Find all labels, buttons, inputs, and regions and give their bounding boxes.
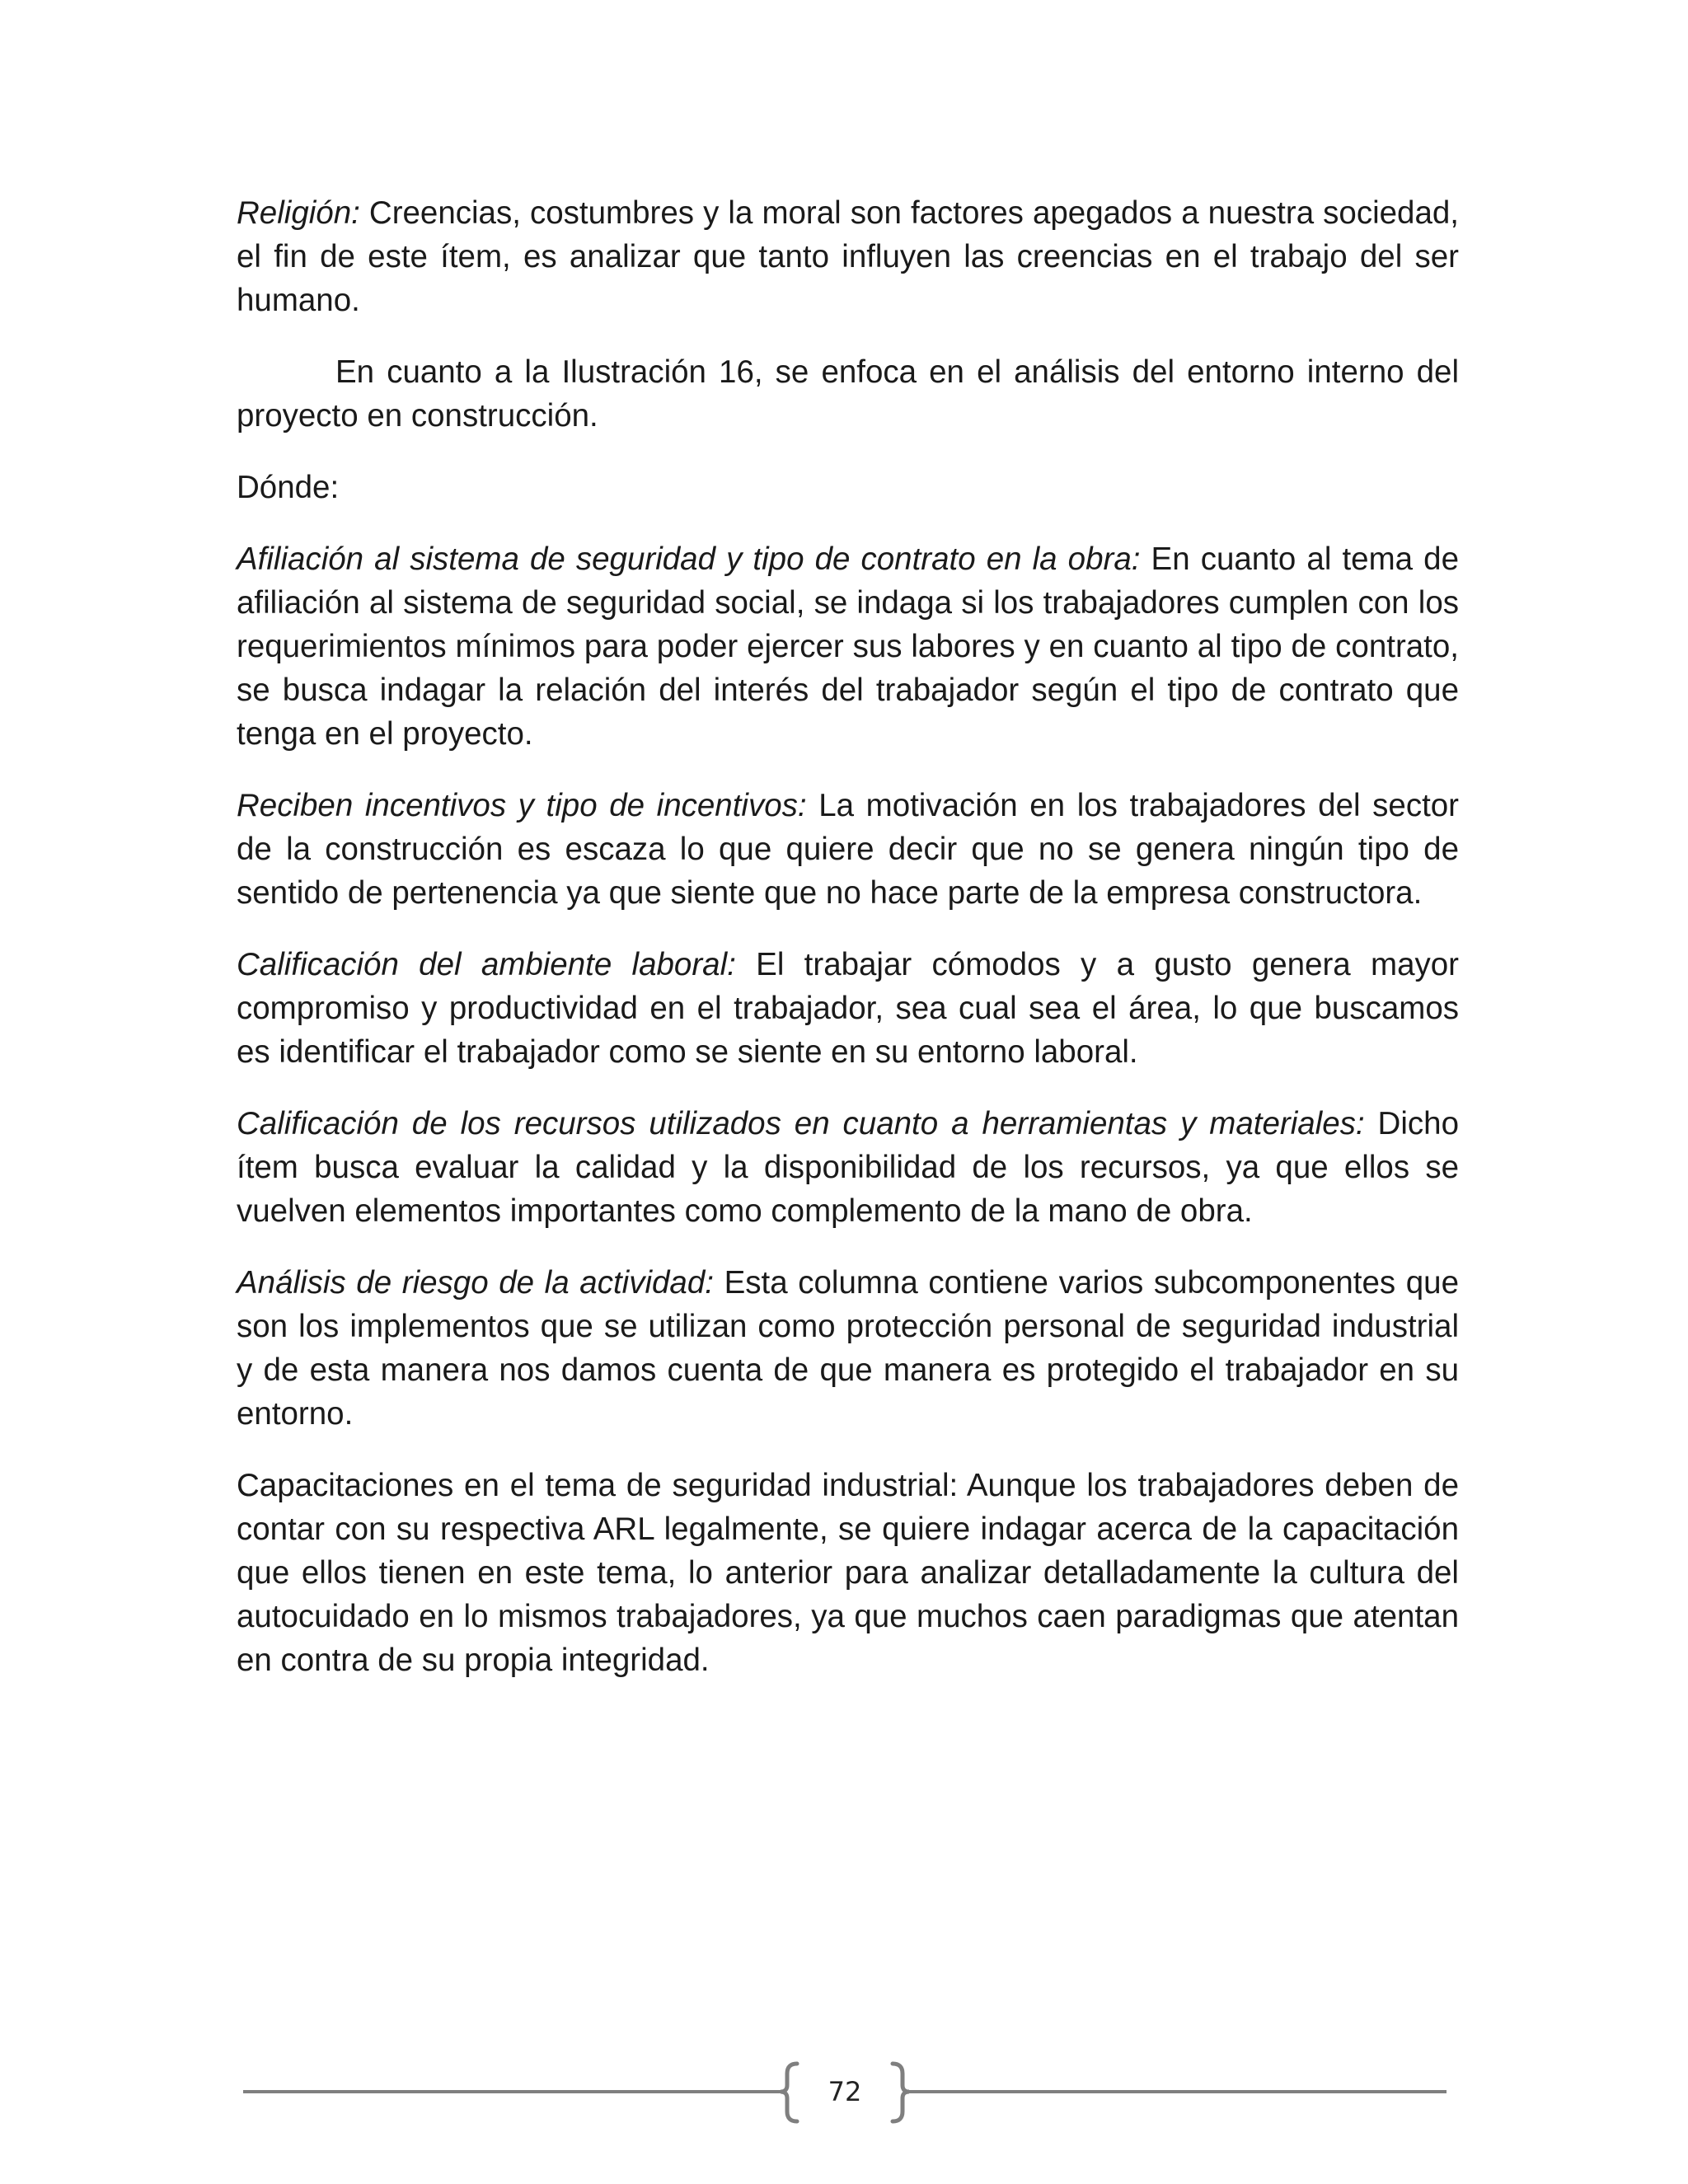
paragraph-donde (237, 466, 1459, 509)
paragraph-afiliacion (237, 537, 1459, 756)
paragraph-lead: Reciben incentivos y tipo de incentivos: (237, 788, 807, 823)
paragraph-lead: Afiliación al sistema de seguridad y tipo de contrato en la obra: (237, 541, 1141, 577)
paragraph-incentivos (237, 784, 1459, 915)
paragraph-lead: Calificación de los recursos utilizados en cuanto a herramientas y materiales: (237, 1106, 1365, 1141)
paragraph-lead: Calificación del ambiente laboral: (237, 947, 736, 982)
paragraph-text: La motivación en los trabajadores del sector de la construcción es escaza lo que quiere decir que no se genera ningún tipo de sentido de pertenencia ya que siente que no hace parte de la empresa constructora. (237, 788, 1459, 911)
paragraph-lead: Religión: (237, 195, 360, 231)
body-text (237, 191, 1459, 1710)
paragraph-riesgo (237, 1261, 1459, 1436)
page-number: 72 (828, 2076, 862, 2107)
paragraph-recursos (237, 1102, 1459, 1233)
paragraph-text: En cuanto a la Ilustración 16, se enfoca en el análisis del entorno interno del proyecto en construcción. (237, 354, 1459, 434)
paragraph-ilustracion (237, 350, 1459, 438)
left-brace-icon (781, 2064, 797, 2121)
page-footer (243, 2060, 1447, 2126)
paragraph-text: Esta columna contiene varios subcomponentes que son los implementos que se utilizan como protección personal de seguridad industrial y de esta manera nos damos cuenta de que manera es protegido el trabajador en su entorno. (237, 1265, 1459, 1432)
paragraph-text: El trabajar cómodos y a gusto genera mayor compromiso y productividad en el trabajador, sea cual sea el área, lo que buscamos es identificar el trabajador como se siente en su entorno laboral. (237, 947, 1459, 1070)
right-brace-icon (893, 2064, 909, 2121)
paragraph-text: Creencias, costumbres y la moral son factores apegados a nuestra sociedad, el fin de este ítem, es analizar que tanto influyen las creencias en el trabajo del ser humano. (237, 195, 1459, 318)
paragraph-ambiente-laboral (237, 943, 1459, 1074)
paragraph-religion (237, 191, 1459, 322)
paragraph-capacitaciones (237, 1464, 1459, 1682)
paragraph-text: Dicho ítem busca evaluar la calidad y la disponibilidad de los recursos, ya que ellos se vuelven elementos importantes como complemento de la mano de obra. (237, 1106, 1459, 1229)
paragraph-text: En cuanto al tema de afiliación al sistema de seguridad social, se indaga si los trabajadores cumplen con los requerimientos mínimos para poder ejercer sus labores y en cuanto al tipo de contrato, se busca indagar la relación del interés del trabajador según el tipo de contrato que tenga en el proyecto. (237, 541, 1459, 752)
paragraph-lead: Análisis de riesgo de la actividad: (237, 1265, 714, 1301)
paragraph-text: Capacitaciones en el tema de seguridad industrial: Aunque los trabajadores deben de contar con su respectiva ARL legalmente, se quiere indagar acerca de la capacitación que ellos tienen en este tema, lo anterior para analizar detalladamente la cultura del autocuidado en lo mismos trabajadores, ya que muchos caen paradigmas que atentan en contra de su propia integridad. (237, 1468, 1459, 1678)
paragraph-text: Dónde: (237, 470, 340, 505)
